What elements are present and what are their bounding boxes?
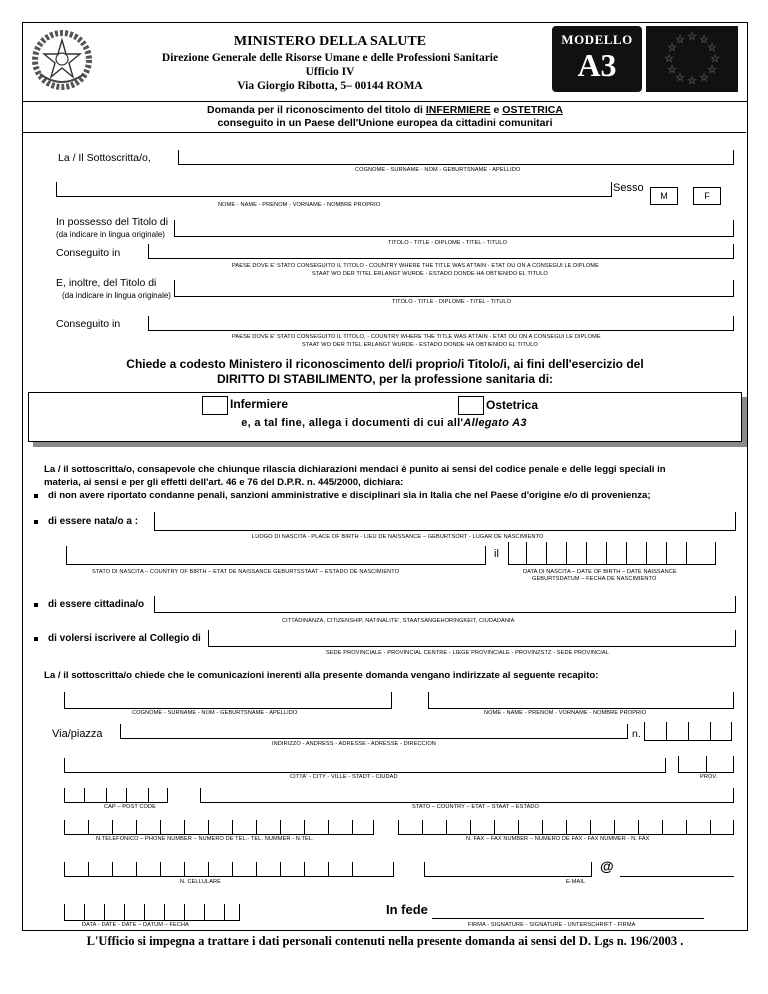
sottoscritto-label: La / Il Sottoscritta/o, — [58, 152, 151, 164]
titolo-caption: TITOLO - TITLE - DIPLOME - TITEL - TITULO — [388, 240, 508, 246]
sex-f-label: F — [704, 191, 710, 201]
sex-f-box[interactable] — [693, 187, 721, 205]
svg-text:☆: ☆ — [707, 64, 717, 76]
svg-text:☆: ☆ — [667, 42, 677, 54]
conseguito-label: Conseguito in — [56, 247, 121, 259]
paese-caption-2: STAAT WO DER TITEL ERLANGT WURDE - ESTADO DONDE HA OBTIENIDO EL TITULO — [312, 271, 548, 277]
office-name: Ufficio IV — [305, 66, 355, 78]
contact-intro: La / il sottoscritta/o chiede che le comunicazioni inerenti alla presente domanda vengano indirizzate al seguente recapito: — [44, 670, 599, 681]
cap-field[interactable] — [64, 788, 168, 803]
svg-text:☆: ☆ — [664, 53, 674, 65]
birthplace-caption: LUOGO DI NASCITA - PLACE OF BIRTH - LIEU DE NAISSANCE – GEBURTSORT - LUGAR DE NASCIMIENTO — [252, 534, 544, 540]
infermiere-checkbox[interactable] — [202, 396, 228, 415]
city-caption: CITTA' - CITY - VILLE - STADT - CIUDAD — [290, 774, 398, 780]
italian-republic-emblem — [30, 28, 94, 92]
signature-caption: FIRMA - SIGNATURE - SIGNATURE - UNTERSCHRIFT - FIRMA — [468, 922, 636, 928]
allega-text: e, a tal fine, allega i documenti di cui all' — [241, 417, 464, 429]
declaration-intro-1: La / il sottoscritta/o, consapevole che chiunque rilascia dichiarazioni mendaci è punito ai sensi del codice penale e delle leggi speciali in — [44, 464, 666, 475]
svg-text:☆: ☆ — [687, 75, 697, 87]
city-field[interactable] — [64, 758, 666, 773]
citizenship-field[interactable] — [154, 596, 736, 613]
modello-badge — [552, 26, 642, 92]
ostetrica-checkbox[interactable] — [458, 396, 484, 415]
paese2-caption-2: STAAT WO DER TITEL ERLANGT WURDE - ESTADO DONDE HA OBTIENIDO EL TITULO — [302, 342, 538, 348]
signature-field[interactable] — [432, 918, 704, 919]
prov-caption: PROV. — [700, 774, 718, 780]
phone-field[interactable] — [64, 820, 374, 835]
birthdate-caption-2: GEBURTSDATUM – FECHA DE NASCIMIENTO — [532, 576, 657, 582]
birthdate-caption-1: DATA DI NASCITA – DATE OF BIRTH – DATE NAISSANCE — [523, 569, 677, 575]
subject-text-a: Domanda per il riconoscimento del titolo di — [207, 104, 426, 116]
subject-ostetrica: OSTETRICA — [502, 104, 563, 116]
ministry-title: MINISTERO DELLA SALUTE — [233, 34, 427, 49]
via-field[interactable] — [120, 724, 628, 739]
subject-divider — [22, 132, 746, 133]
email-user-field[interactable] — [424, 862, 592, 877]
conseguito-field[interactable] — [148, 244, 734, 259]
civic-number-field[interactable] — [644, 722, 732, 741]
svg-text:☆: ☆ — [707, 42, 717, 54]
paese2-caption-1: PAESE DOVE E' STATO CONSEGUITO IL TITOLO, - COUNTRY WHERE THE TITLE WAS ATTAIN - ETAT OU ON A CONSEGUI LE DIPLOME — [232, 334, 601, 340]
contact-surname-caption: COGNOME - SURNAME - NOM - GEBURTSNAME - APELLIDO — [132, 710, 298, 716]
at-icon: @ — [600, 858, 614, 874]
date-field[interactable] — [64, 904, 240, 921]
titolo-field[interactable] — [174, 220, 734, 237]
via-label: Via/piazza — [52, 728, 103, 740]
surname-caption: COGNOME - SURNAME - NOM - GEBURTSNAME - APELLIDO — [355, 167, 521, 173]
titolo-note: (da indicare in lingua originale) — [56, 230, 165, 239]
address-caption: INDIRIZZO - ANDRESS - ADRESSE - ADRESSE - DIRECCION — [272, 741, 436, 747]
no-convictions-statement: di non avere riportato condanne penali, sanzioni amministrative e disciplinari sia in Italia che nel Paese d'origine e/o di provenienza; — [48, 490, 651, 501]
surname-field[interactable] — [178, 150, 734, 165]
collegio-caption: SEDE PROVINCIALE - PROVINCIAL CENTRE - LIEGE PROVINCIALE - PROVINZSTZ - SEDE PROVINCIAL — [326, 650, 609, 656]
birthplace-field[interactable] — [154, 512, 736, 531]
sesso-label: Sesso — [613, 182, 644, 194]
email-caption: E-MAIL — [566, 879, 586, 885]
subject-text-e: e — [490, 104, 503, 116]
state-field[interactable] — [200, 788, 734, 803]
svg-text:☆: ☆ — [687, 31, 697, 43]
svg-text:☆: ☆ — [675, 72, 685, 84]
citizenship-caption: CITTADINANZA, CITIZENSHIP, NATINALITE', STAATSANGEHORINGKEIT, CIUDADANIA — [282, 618, 515, 624]
phone-caption: N.TELEFONICO – PHONE NUMBER – NUMERO DE TEL.- TEL. NUMMER - N.TEL. — [96, 836, 314, 842]
titolo2-caption: TITOLO - TITLE - DIPLOME - TITEL - TITULO — [392, 299, 512, 305]
svg-text:☆: ☆ — [699, 72, 709, 84]
bullet-2 — [34, 520, 38, 524]
eu-flag — [646, 26, 738, 92]
ostetrica-label: Ostetrica — [486, 398, 539, 412]
request-line-2: DIRITTO DI STABILIMENTO, per la professione sanitaria di: — [216, 372, 554, 386]
modello-label: MODELLO — [561, 32, 633, 47]
contact-name-field[interactable] — [428, 692, 734, 709]
conseguito2-label: Conseguito in — [56, 318, 121, 330]
in-fede-label: In fede — [386, 902, 428, 917]
cap-caption: CAP – POST CODE — [104, 804, 156, 810]
subject-infermiere: INFERMIERE — [425, 104, 491, 116]
name-field[interactable] — [56, 182, 612, 197]
bullet-1 — [34, 494, 38, 498]
bullet-4 — [34, 637, 38, 641]
svg-text:☆: ☆ — [675, 34, 685, 46]
contact-surname-field[interactable] — [64, 692, 392, 709]
subject-line-2: conseguito in un Paese dell'Unione europea da cittadini comunitari — [217, 117, 553, 129]
birthdate-field[interactable] — [508, 542, 716, 565]
paese-caption-1: PAESE DOVE E' STATO CONSEGUITO IL TITOLO - COUNTRY WHERE THE TITLE WAS ATTAIN - ETAT OU ON A CONSEGUI LE DIPLOME — [232, 263, 600, 269]
bullet-3 — [34, 603, 38, 607]
conseguito2-field[interactable] — [148, 316, 734, 331]
cellphone-caption: N. CELLULARE — [180, 879, 221, 885]
titolo2-field[interactable] — [174, 280, 734, 297]
birthstate-field[interactable] — [66, 546, 486, 565]
sex-m-box[interactable] — [650, 187, 678, 205]
prov-field[interactable] — [678, 756, 734, 773]
infermiere-label: Infermiere — [230, 397, 289, 411]
allegato-ref: Allegato A3 — [463, 417, 527, 429]
fax-caption: N. FAX – FAX NUMBER – NUMERO DE FAX - FAX NUMMER - N. FAX — [466, 836, 650, 842]
collegio-label: di volersi iscrivere al Collegio di — [48, 633, 201, 644]
svg-text:☆: ☆ — [667, 64, 677, 76]
request-line-1: Chiede a codesto Ministero il riconoscimento del/i proprio/i Titolo/i, ai fini dell'esercizio del — [126, 357, 644, 371]
citizen-label: di essere cittadina/o — [48, 599, 145, 610]
declaration-intro-2: materia, ai sensi e per gli effetti dell'art. 46 e 76 del D.P.R. n. 445/2000, dichiara: — [44, 477, 404, 488]
svg-text:☆: ☆ — [710, 53, 720, 65]
sex-m-label: M — [660, 191, 668, 201]
inoltre-label: E, inoltre, del Titolo di — [56, 277, 157, 289]
birthstate-caption: STATO DI NASCITA – COUNTRY OF BIRTH – ETAT DE NAISSANCE GEBURTSSTAAT – ESTADO DE NASCIMIENTO — [92, 569, 400, 575]
cellphone-field[interactable] — [64, 862, 394, 877]
date-caption: DATA - DATE - DATE – DATUM – FECHA — [82, 922, 189, 928]
email-domain-field[interactable] — [620, 876, 734, 877]
titolo-label: In possesso del Titolo di — [56, 216, 169, 228]
name-caption: NOME - NAME - PRENOM - VORNAME - NOMBRE PROPRIO — [218, 202, 381, 208]
fax-field[interactable] — [398, 820, 734, 835]
il-label: il — [494, 548, 499, 560]
direction-name: Direzione Generale delle Risorse Umane e delle Professioni Sanitarie — [161, 52, 499, 64]
born-at-label: di essere nata/o a : — [48, 516, 139, 527]
allegato-line — [28, 417, 740, 429]
state-caption: STATO – COUNTRY – ETAT – STAAT – ESTADO — [412, 804, 539, 810]
office-address: Via Giorgio Ribotta, 5– 00144 ROMA — [237, 80, 423, 92]
svg-text:☆: ☆ — [699, 34, 709, 46]
contact-name-caption: NOME - NAME - PRENOM - VORNAME - NOMBRE PROPRIO — [484, 710, 647, 716]
modello-code: A3 — [577, 47, 617, 83]
n-label: n. — [632, 728, 641, 740]
inoltre-note: (da indicare in lingua originale) — [62, 291, 171, 300]
privacy-footer: L'Ufficio si impegna a trattare i dati personali contenuti nella presente domanda ai sensi del D. Lgs n. 196/2003 . — [86, 934, 684, 948]
collegio-field[interactable] — [208, 630, 736, 647]
